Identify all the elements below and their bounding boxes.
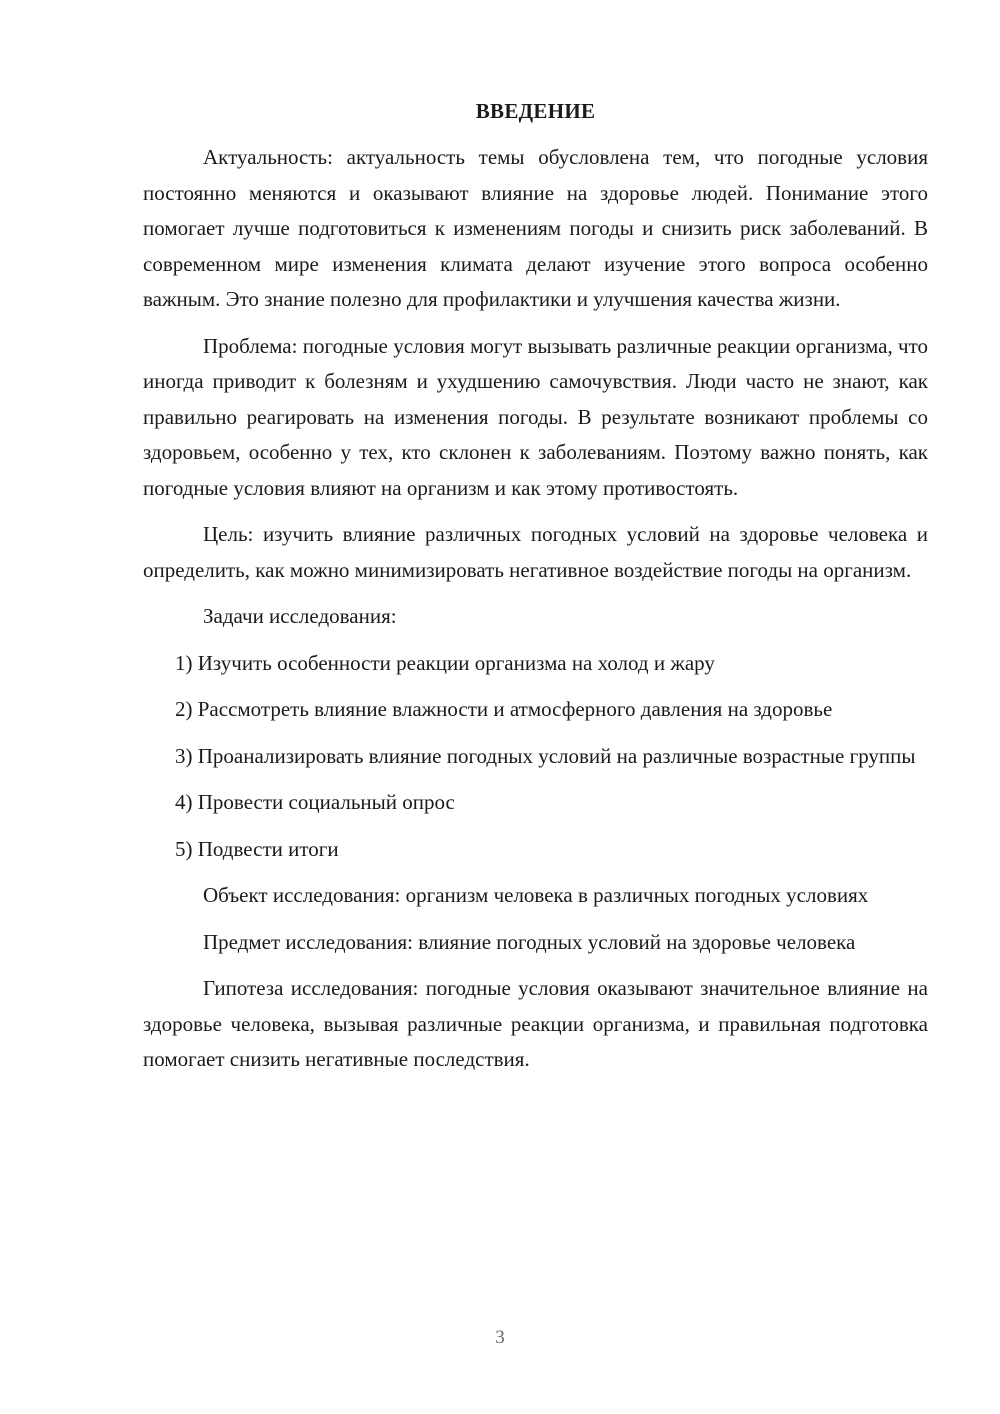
document-body [143, 140, 928, 1078]
task-item-4: 4) Провести социальный опрос [175, 790, 455, 814]
paragraph-hypothesis: Гипотеза исследования: погодные условия оказывают значительное влияние на здоровье человека, вызывая различные реакции организма, и правильная подготовка помогает снизить негативные последствия. [143, 976, 928, 1071]
task-item-5: 5) Подвести итоги [175, 836, 339, 861]
task-item-3: 3) Проанализировать влияние погодных условий на различные возрастные группы [175, 743, 916, 768]
task-item-2: 2) Рассмотреть влияние влажности и атмосферного давления на здоровье [175, 697, 833, 721]
page-number: 3 [495, 1327, 505, 1348]
paragraph-goal: Цель: изучить влияние различных погодных условий на здоровье человека и определить, как можно минимизировать негативное воздействие погоды на организм. [143, 522, 928, 582]
paragraph-relevance: Актуальность: актуальность темы обусловлена тем, что погодные условия постоянно меняются и оказывают влияние на здоровье людей. Понимание этого помогает лучше подготовиться к изменениям погоды и снизить риск заболеваний. В современном мире изменения климата делают изучение этого вопроса особенно важным. Это знание полезно для профилактики и улучшения качества жизни. [143, 145, 928, 311]
section-title: ВВЕДЕНИЕ [475, 99, 596, 123]
paragraph-subject: Предмет исследования: влияние погодных условий на здоровье человека [203, 929, 856, 954]
tasks-heading: Задачи исследования: [203, 604, 397, 628]
task-item-1: 1) Изучить особенности реакции организма на холод и жару [175, 650, 715, 675]
paragraph-object: Объект исследования: организм человека в различных погодных условиях [203, 883, 869, 907]
paragraph-problem: Проблема: погодные условия могут вызывать различные реакции организма, что иногда приводит к болезням и ухудшению самочувствия. Люди часто не знают, как правильно реагировать на изменения погоды. В результате возникают проблемы со здоровьем, особенно у тех, кто склонен к заболеваниям. Поэтому важно понять, как погодные условия влияют на организм и как этому противостоять. [143, 333, 928, 500]
